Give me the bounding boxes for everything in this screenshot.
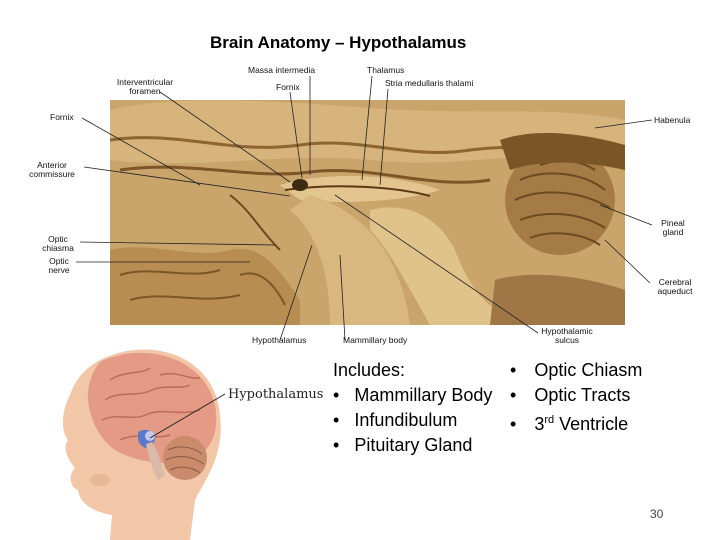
- includes-heading: Includes:: [333, 360, 406, 380]
- label-optic-nerve: Optic nerve: [48, 256, 70, 275]
- bullet-icon: •: [333, 410, 340, 430]
- label-stria-medullaris: Stria medullaris thalami: [385, 78, 474, 88]
- brain-sagittal-photo: [110, 100, 625, 325]
- head-illustration: [40, 340, 240, 540]
- list-item: Infundibulum: [354, 410, 458, 430]
- label-anterior-commissure: Anterior commissure: [29, 160, 75, 179]
- label-habenula: Habenula: [654, 115, 691, 125]
- slide-title: Brain Anatomy – Hypothalamus: [210, 33, 467, 52]
- label-fornix-top: Fornix: [276, 82, 300, 92]
- label-interventricular-foramen: Interventricular foramen: [116, 77, 174, 96]
- bullet-icon: •: [510, 414, 517, 434]
- list-item: Optic Tracts: [534, 385, 631, 405]
- bullet-icon: •: [333, 385, 340, 405]
- label-massa-intermedia: Massa intermedia: [248, 65, 316, 75]
- page-number: 30: [650, 507, 664, 521]
- label-thalamus: Thalamus: [367, 65, 405, 75]
- label-pineal-gland: Pineal gland: [661, 218, 685, 237]
- bullet-icon: •: [510, 360, 517, 380]
- list-item: Pituitary Gland: [354, 435, 473, 455]
- bullet-icon: •: [510, 385, 517, 405]
- bullet-icon: •: [333, 435, 340, 455]
- label-hypothalamic-sulcus: Hypothalamic sulcus: [541, 326, 593, 345]
- label-fornix-left: Fornix: [50, 112, 74, 122]
- label-optic-chiasma: Optic chiasma: [42, 234, 74, 253]
- label-hypothalamus: Hypothalamus: [252, 335, 307, 345]
- label-mammillary-body: Mammillary body: [343, 335, 408, 345]
- list-item-3rd-ventricle: 3rd Ventricle: [534, 414, 629, 434]
- list-item: Optic Chiasm: [534, 360, 643, 380]
- hypothalamus-caption: Hypothalamus: [228, 387, 324, 402]
- label-cerebral-aqueduct: Cerebral aqueduct: [657, 277, 693, 296]
- list-item: Mammillary Body: [354, 385, 493, 405]
